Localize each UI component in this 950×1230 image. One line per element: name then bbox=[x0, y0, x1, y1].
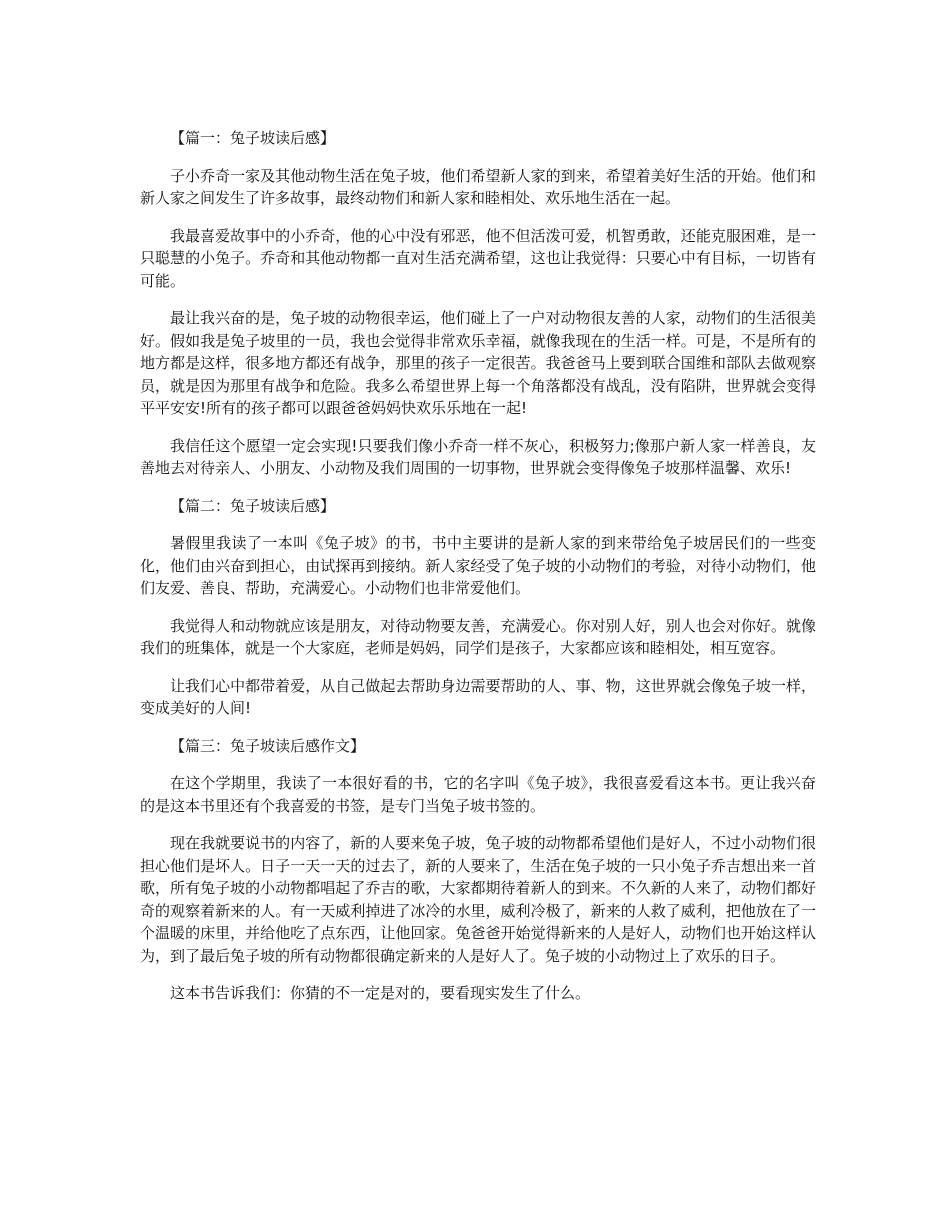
section-3 bbox=[140, 735, 816, 1005]
paragraph: 暑假里我读了一本叫《兔子坡》的书，书中主要讲的是新人家的到来带给兔子坡居民们的一些变化，他们由兴奋到担心，由试探再到接纳。新人家经受了兔子坡的小动物们的考验，对待小动物们，他们友爱、善良、帮助，充满爱心。小动物们也非常爱他们。 bbox=[140, 534, 816, 597]
paragraph: 子小乔奇一家及其他动物生活在兔子坡，他们希望新人家的到来，希望着美好生活的开始。他们和新人家之间发生了许多故事，最终动物们和新人家和睦相处、欢乐地生活在一起。 bbox=[140, 166, 816, 207]
paragraph: 我觉得人和动物就应该是朋友，对待动物要友善，充满爱心。你对别人好，别人也会对你好。就像我们的班集体，就是一个大家庭，老师是妈妈，同学们是孩子，大家都应该和睦相处，相互宽容。 bbox=[140, 616, 816, 657]
paragraph: 我最喜爱故事中的小乔奇，他的心中没有邪恶，他不但活泼可爱，机智勇敢，还能克服困难，是一只聪慧的小兔子。乔奇和其他动物都一直对生活充满希望，这也让我觉得：只要心中有目标，一切皆有可能。 bbox=[140, 226, 816, 290]
section-heading: 【篇一：兔子坡读后感】 bbox=[170, 129, 336, 147]
paragraph: 最让我兴奋的是，兔子坡的动物很幸运，他们碰上了一户对动物很友善的人家，动物们的生活很美好。假如我是兔子坡里的一员，我也会觉得非常欢乐幸福，就像我现在的生活一样。可是，不是所有的地方都是这样，很多地方都还有战争，那里的孩子一定很苦。我爸爸马上要到联合国维和部队去做观察员，就是因为那里有战争和危险。我多么希望世界上每一个角落都没有战乱，没有陷阱，世界就会变得平平安安!所有的孩子都可以跟爸爸妈妈快欢乐乐地在一起! bbox=[140, 309, 816, 417]
section-1 bbox=[140, 127, 816, 480]
section-heading: 【篇三：兔子坡读后感作文】 bbox=[170, 736, 366, 755]
paragraph: 在这个学期里，我读了一本很好看的书，它的名字叫《兔子坡》，我很喜爱看这本书。更让我兴奋的是这本书里还有个我喜爱的书签，是专门当兔子坡书签的。 bbox=[140, 774, 816, 815]
paragraph: 这本书告诉我们：你猜的不一定是对的，要看现实发生了什么。 bbox=[170, 984, 591, 1002]
section-heading: 【篇二：兔子坡读后感】 bbox=[170, 496, 336, 515]
paragraph: 现在我就要说书的内容了，新的人要来兔子坡，兔子坡的动物都希望他们是好人，不过小动物们很担心他们是坏人。日子一天一天的过去了，新的人要来了，生活在兔子坡的一只小兔子乔吉想出来一首歌，所有兔子坡的小动物都唱起了乔吉的歌，大家都期待着新人的到来。不久新的人来了，动物们都好奇的观察着新来的人。有一天威利掉进了冰冷的水里，威利冷极了，新来的人救了威利，把他放在了一个温暖的床里，并给他吃了点东西，让他回家。兔爸爸开始觉得新来的人是好人，动物们也开始这样认为，到了最后兔子坡的所有动物都很确定新来的人是好人了。兔子坡的小动物过上了欢乐的日子。 bbox=[140, 834, 816, 965]
paragraph: 让我们心中都带着爱，从自己做起去帮助身边需要帮助的人、事、物，这世界就会像兔子坡一样，变成美好的人间! bbox=[140, 676, 816, 717]
document-page bbox=[140, 127, 816, 1020]
paragraph: 我信任这个愿望一定会实现!只要我们像小乔奇一样不灰心，积极努力;像那户新人家一样善良，友善地去对待亲人、小朋友、小动物及我们周围的一切事物，世界就会变得像兔子坡那样温馨、欢乐! bbox=[140, 436, 816, 477]
section-2 bbox=[140, 495, 816, 720]
